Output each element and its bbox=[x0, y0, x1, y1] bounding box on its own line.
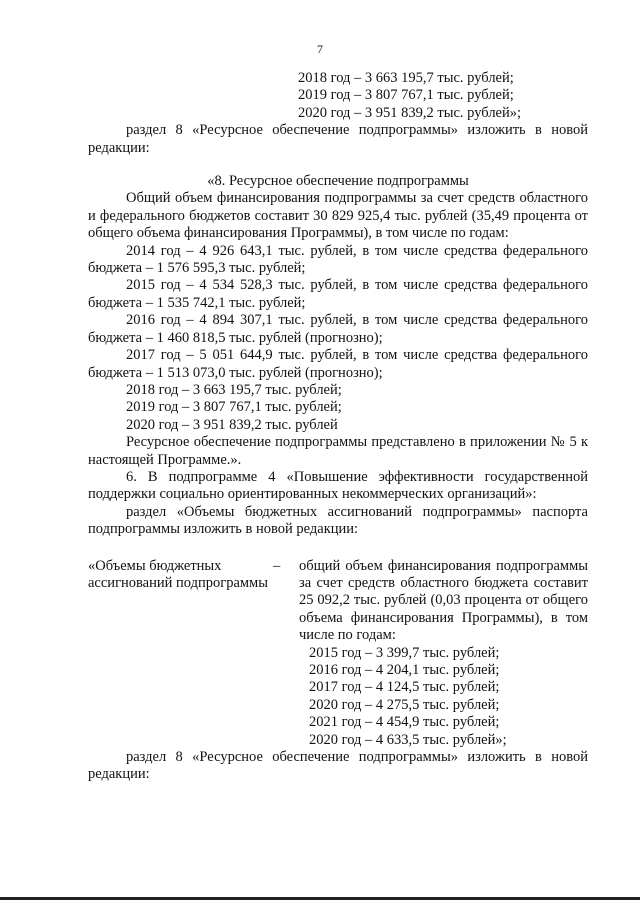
item6-paragraph: 6. В подпрограмме 4 «Повышение эффективности государственной поддержки социально ориентированных некоммерческих организаций»: bbox=[88, 468, 588, 503]
table-year-line: 2017 год – 4 124,5 тыс. рублей; bbox=[309, 679, 500, 696]
section8-title: «8. Ресурсное обеспечение подпрограммы bbox=[207, 173, 469, 190]
section8-intro-paragraph-2: раздел 8 «Ресурсное обеспечение подпрограммы» изложить в новой редакции: bbox=[88, 749, 588, 783]
table-year-line: 2015 год – 3 399,7 тыс. рублей; bbox=[309, 644, 500, 661]
budget-allocation-table bbox=[88, 558, 588, 749]
resource-paragraph: Ресурсное обеспечение подпрограммы представлено в приложении № 5 к настоящей Программе.». bbox=[88, 434, 588, 468]
page-number: 7 bbox=[317, 42, 323, 56]
year-2016-paragraph: 2016 год – 4 894 307,1 тыс. рублей, в том числе средства федерального бюджета – 1 460 818,5 тыс. рублей (прогнозно); bbox=[88, 312, 588, 346]
table-year-line: 2020 год – 4 275,5 тыс. рублей; bbox=[309, 696, 500, 713]
table-dash: – bbox=[273, 557, 281, 574]
top-year-line: 2019 год – 3 807 767,1 тыс. рублей; bbox=[298, 87, 514, 104]
passport-paragraph: раздел «Объемы бюджетных ассигнований подпрограммы» паспорта подпрограммы изложить в новой редакции: bbox=[88, 503, 588, 538]
table-year-line: 2020 год – 4 633,5 тыс. рублей»; bbox=[309, 731, 507, 748]
document-body bbox=[88, 70, 588, 784]
year-line: 2018 год – 3 663 195,7 тыс. рублей; bbox=[126, 381, 342, 398]
simple-year-list bbox=[88, 382, 588, 434]
top-year-line: 2020 год – 3 951 839,2 тыс. рублей»; bbox=[298, 104, 522, 121]
table-year-line: 2016 год – 4 204,1 тыс. рублей; bbox=[309, 662, 500, 678]
year-line: 2019 год – 3 807 767,1 тыс. рублей; bbox=[126, 399, 342, 416]
year-line: 2020 год – 3 951 839,2 тыс. рублей bbox=[126, 416, 338, 433]
table-right-cell bbox=[299, 558, 588, 749]
year-2014-paragraph: 2014 год – 4 926 643,1 тыс. рублей, в том числе средства федерального бюджета – 1 576 595,3 тыс. рублей; bbox=[88, 242, 588, 277]
top-year-list bbox=[88, 70, 588, 122]
year-2015-paragraph: 2015 год – 4 534 528,3 тыс. рублей, в том числе средства федерального бюджета – 1 535 742,1 тыс. рублей; bbox=[88, 277, 588, 311]
table-year-list bbox=[299, 645, 588, 749]
page-bottom-border bbox=[0, 897, 640, 900]
table-left-cell: «Объемы бюджетных ассигнований подпрограммы bbox=[88, 557, 268, 591]
table-year-line: 2021 год – 4 454,9 тыс. рублей; bbox=[309, 714, 500, 731]
funding-paragraph: Общий объем финансирования подпрограммы за счет средств областного и федерального бюджетов составит 30 829 925,4 тыс. рублей (35,49 процента от общего объема финансирования Программы), в том числе по годам: bbox=[88, 190, 588, 242]
year-2017-paragraph: 2017 год – 5 051 644,9 тыс. рублей, в том числе средства федерального бюджета – 1 513 073,0 тыс. рублей (прогнозно); bbox=[88, 347, 588, 381]
section8-intro-paragraph: раздел 8 «Ресурсное обеспечение подпрограммы» изложить в новой редакции: bbox=[88, 122, 588, 156]
top-year-line: 2018 год – 3 663 195,7 тыс. рублей; bbox=[298, 70, 514, 86]
table-right-main: общий объем финансирования подпрограммы за счет средств областного бюджета составит 25 092,2 тыс. рублей (0,03 процента от общего объема финансирования Программы), в том числе по годам: bbox=[299, 557, 588, 644]
